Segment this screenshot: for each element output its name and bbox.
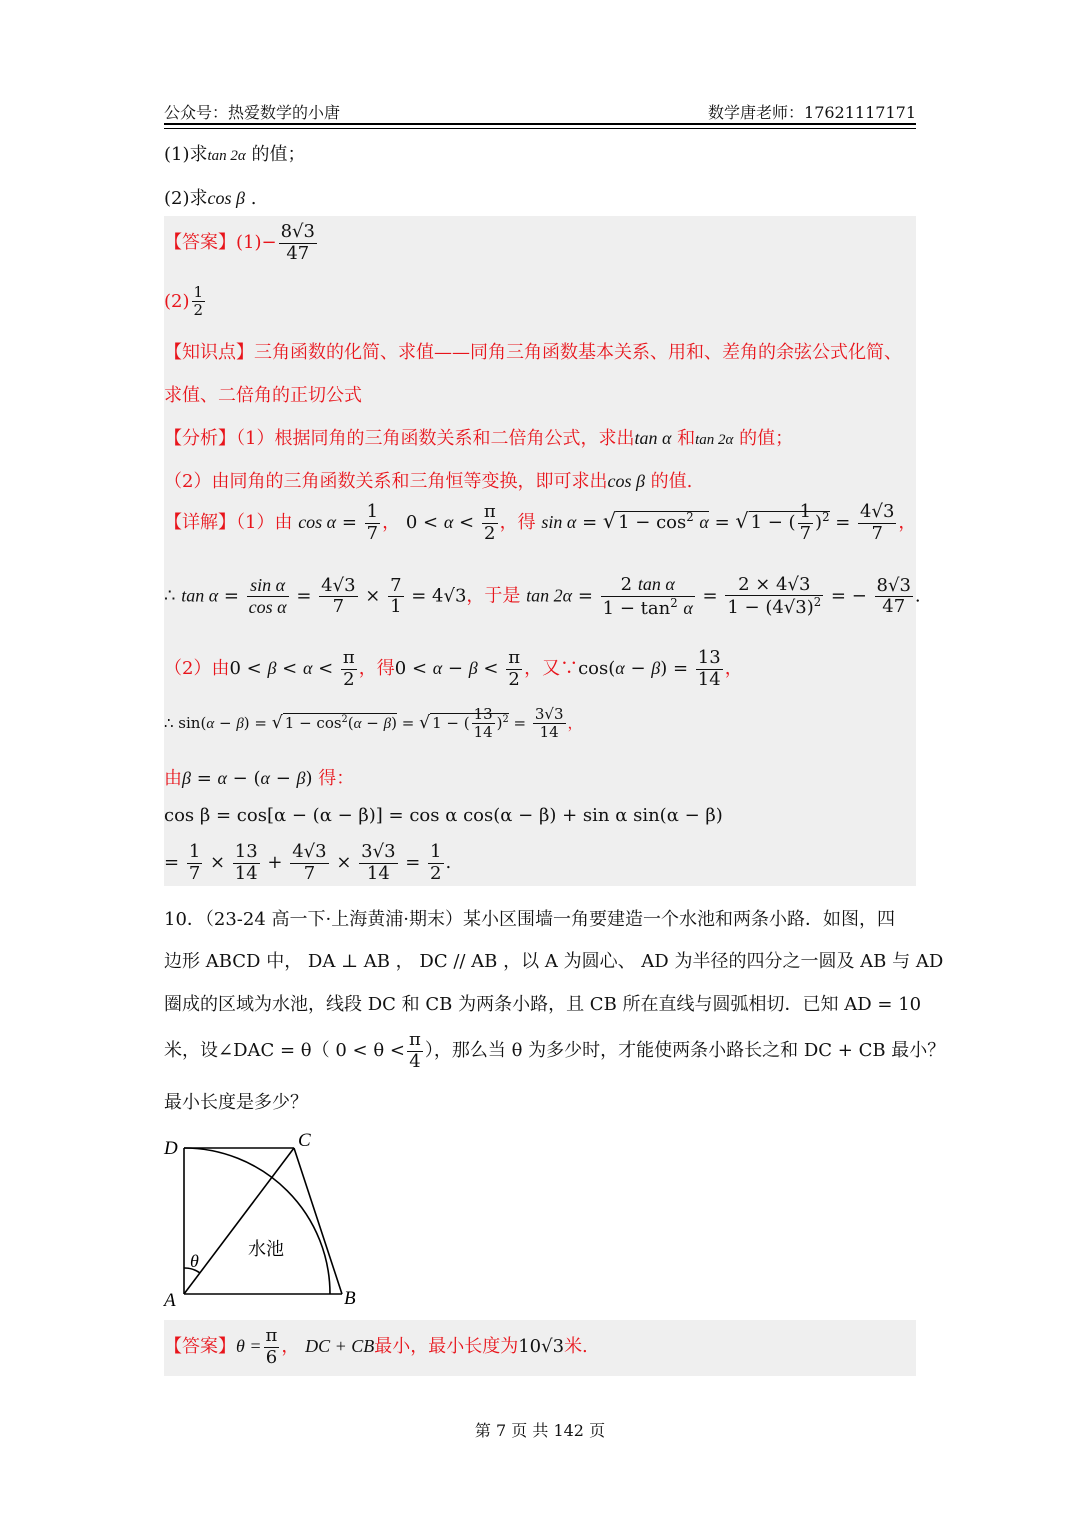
question-10-line-2: 边形 ABCD 中， DA ⊥ AB ， DC // AB ，以 A 为圆心、 AD 为半径的四分之一圆及 AB 与 AD xyxy=(164,951,944,972)
detail-line-1: 【详解】（1）由 cos α = $\frac{1}{7}$ ， 0 < α < $\frac{\pi}{2}$ ，得 sin α = √ $1 - \cos^2 \alpha$ = √ 1 − ( $\frac{1}{7}$ )$^2$ = $\frac{4√3}{7}$ ， xyxy=(164,501,917,544)
label-theta: θ xyxy=(190,1251,199,1271)
label-pool: 水池 xyxy=(248,1239,284,1260)
answer-1: 【答案】(1)− $\frac{8√3}{47}$ xyxy=(164,221,315,264)
label-d: D xyxy=(164,1138,178,1159)
detail-line-2: ∴ tan α = $\frac{\text{sin α}}{\text{cos α}}$ = $\frac{4√3}{7}$ × $\frac{7}{1}$ = 4√3，于是 tan 2α = $\frac{\text{2 tan α}}{1 - \tan^2 \alpha}$ = $\frac{2 \times 4√3}{1 - (4√3)^2}$ = − $\frac{8√3}{47}$ . xyxy=(164,573,921,619)
header-rule xyxy=(164,123,916,125)
segment-cb xyxy=(294,1148,342,1294)
analysis-2: （2）由同角的三角函数关系和三角恒等变换，即可求出cos β 的值. xyxy=(164,471,693,492)
segment-ac xyxy=(184,1148,294,1294)
geometry-figure xyxy=(158,1128,368,1313)
detail-line-4: ∴ sin(α − β) = √ $1 - \cos^2(\alpha - \beta)$ = √ 1 − ( $\frac{13}{14}$ )$^2$ = $\frac{3√3}{14}$ ， xyxy=(164,705,583,742)
question-10-line-4: 米，设∠DAC = θ（ 0 < θ < $\frac{\pi}{4}$ ），那么当 θ 为多少时，才能使两条小路长之和 DC + CB 最小？ xyxy=(164,1029,946,1072)
question-10-line-1: 10．（23-24 高一下·上海黄浦·期末）某小区围墙一角要建造一个水池和两条小路．如图，四 xyxy=(164,909,895,930)
question-10-line-3: 圈成的区域为水池，线段 DC 和 CB 为两条小路，且 CB 所在直线与圆弧相切．已知 AD = 10 xyxy=(164,994,922,1015)
answer-2: (2) $\frac{1}{2}$ xyxy=(164,283,204,320)
detail-line-7: = $\frac{1}{7}$ × $\frac{13}{14}$ + $\frac{4√3}{7}$ × $\frac{3√3}{14}$ = $\frac{1}{2}$ . xyxy=(164,841,452,884)
page-footer: 第 7 页 共 142 页 xyxy=(474,1421,606,1440)
analysis-1: 【分析】（1）根据同角的三角函数关系和二倍角公式，求出tan α 和tan 2α 的值； xyxy=(164,428,794,449)
question-1: (1)求tan 2α 的值； xyxy=(164,144,306,165)
knowledge-point: 【知识点】三角函数的化简、求值——同角三角函数基本关系、用和、差角的余弦公式化简、 xyxy=(164,342,902,363)
page-header xyxy=(164,96,916,124)
detail-line-3: （2）由0 < β < α < $\frac{\pi}{2}$ ，得0 < α − β < $\frac{\pi}{2}$ ，又∵cos(α − β) = $\frac{13}{14}$ ， xyxy=(164,647,743,690)
label-a: A xyxy=(164,1290,176,1311)
knowledge-point-cont: 求值、二倍角的正切公式 xyxy=(164,385,362,406)
answer-10: 【答案】θ = $\frac{\pi}{6}$ ， DC + CB最小，最小长度为10√3米. xyxy=(164,1325,588,1368)
question-10-line-5: 最小长度是多少？ xyxy=(164,1092,308,1113)
detail-line-5: 由β = α − (α − β) 得： xyxy=(164,768,355,789)
label-c: C xyxy=(298,1130,311,1151)
detail-line-6: cos β = cos[α − (α − β)] = cos α cos(α − β) + sin α sin(α − β) xyxy=(164,805,723,826)
question-2: (2)求cos β . xyxy=(164,188,257,209)
label-b: B xyxy=(344,1288,356,1309)
header-rule-thin xyxy=(164,128,916,129)
header-left: 公众号：热爱数学的小唐 xyxy=(164,103,341,122)
header-right: 数学唐老师：17621117171 xyxy=(708,103,916,122)
quarter-arc xyxy=(184,1148,330,1294)
